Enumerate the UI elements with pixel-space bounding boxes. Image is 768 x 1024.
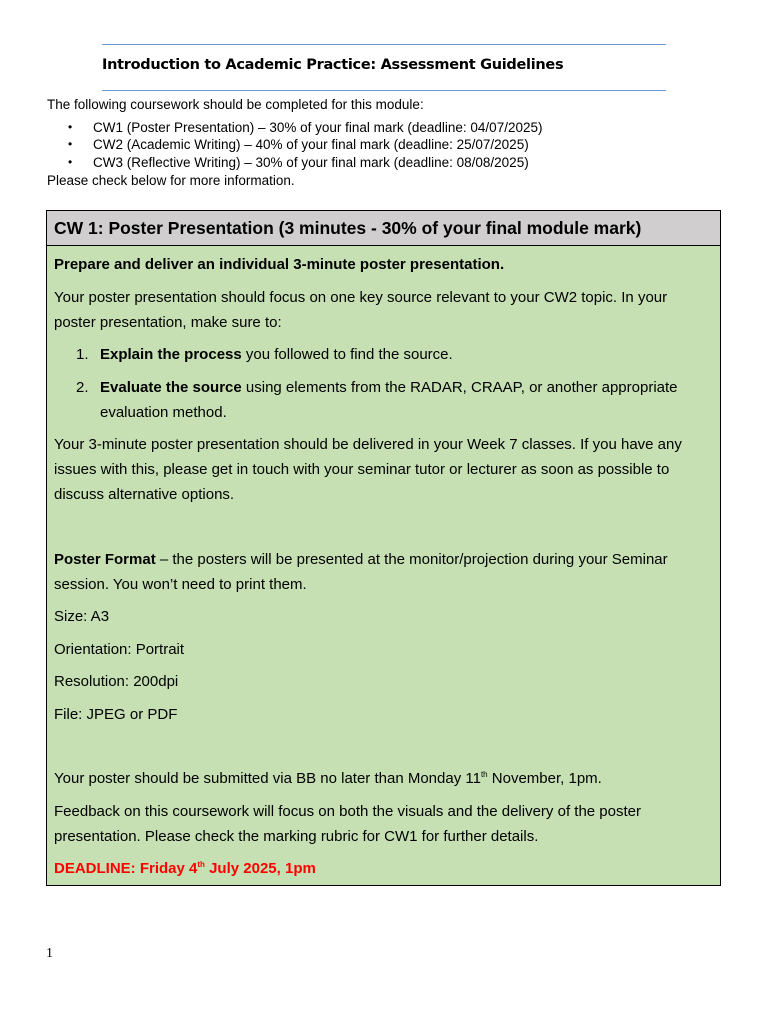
list-item xyxy=(68,119,727,136)
cw1-feedback: Feedback on this coursework will focus on both the visuals and the delivery of the poster presentation. Please check the marking rubric for CW1 for further details. xyxy=(54,802,641,845)
cw1-size: Size: A3 xyxy=(54,608,110,625)
poster-format-text: – the posters will be presented at the monitor/projection during your Seminar session. You won’t need to print them. xyxy=(54,550,668,593)
coursework-item-cw2: CW2 (Academic Writing) – 40% of your final mark (deadline: 25/07/2025) xyxy=(93,137,529,153)
step-text: you followed to find the source. xyxy=(241,346,453,363)
bullet-icon: • xyxy=(68,137,73,152)
cw1-box xyxy=(46,210,721,886)
cw1-deadline xyxy=(54,856,712,881)
bullet-icon: • xyxy=(68,120,73,134)
cw1-steps xyxy=(54,342,712,425)
submission-sup: th xyxy=(480,770,488,779)
list-item xyxy=(68,136,727,153)
title-bottom-rule xyxy=(102,90,666,91)
cw1-file: File: JPEG or PDF xyxy=(54,705,178,723)
intro-section xyxy=(47,96,727,190)
cw1-orientation: Orientation: Portrait xyxy=(54,640,185,658)
deadline-text-end: July 2025, 1pm xyxy=(204,860,316,877)
list-item xyxy=(68,154,727,171)
cw1-submission xyxy=(54,766,712,791)
submission-text-end: November, 1pm. xyxy=(487,770,602,787)
spacer xyxy=(54,734,712,759)
document-title: Introduction to Academic Practice: Assessment Guidelines xyxy=(102,57,564,73)
cw1-focus: Your poster presentation should focus on one key source relevant to your CW2 topic. In your poster presentation, make sure to: xyxy=(54,288,668,331)
list-item xyxy=(76,342,712,367)
coursework-list xyxy=(47,119,727,171)
page-number: 1 xyxy=(46,946,53,961)
check-below-text: Please check below for more information. xyxy=(47,172,295,188)
list-item xyxy=(76,375,712,425)
coursework-item-cw3: CW3 (Reflective Writing) – 30% of your final mark (deadline: 08/08/2025) xyxy=(93,154,529,170)
step-number: 1. xyxy=(76,346,89,363)
deadline-text: DEADLINE: Friday 4 xyxy=(54,860,198,877)
deadline-sup: th xyxy=(197,860,205,869)
step-text: using elements from the RADAR, CRAAP, or another appropriate evaluation method. xyxy=(100,378,678,421)
step-bold: Explain the process xyxy=(100,346,242,363)
bullet-icon: • xyxy=(68,154,73,169)
intro-text: The following coursework should be completed for this module: xyxy=(47,97,424,112)
submission-text: Your poster should be submitted via BB no later than Monday 11 xyxy=(54,770,481,787)
cw1-body xyxy=(47,246,720,881)
cw1-poster-format xyxy=(54,547,712,597)
step-bold: Evaluate the source xyxy=(100,378,242,396)
cw1-resolution: Resolution: 200dpi xyxy=(54,673,179,690)
cw1-heading: CW 1: Poster Presentation (3 minutes - 30% of your final module mark) xyxy=(47,211,720,246)
poster-format-label: Poster Format xyxy=(54,550,156,568)
coursework-item-cw1: CW1 (Poster Presentation) – 30% of your final mark (deadline: 04/07/2025) xyxy=(93,120,543,135)
cw1-delivery: Your 3-minute poster presentation should be delivered in your Week 7 classes. If you have any issues with this, please get in touch with your seminar tutor or lecturer as soon as possible to discuss alternative options. xyxy=(54,436,682,503)
title-top-rule xyxy=(102,44,666,45)
step-number: 2. xyxy=(76,378,89,396)
spacer xyxy=(54,515,712,540)
cw1-task: Prepare and deliver an individual 3-minute poster presentation. xyxy=(54,256,505,273)
